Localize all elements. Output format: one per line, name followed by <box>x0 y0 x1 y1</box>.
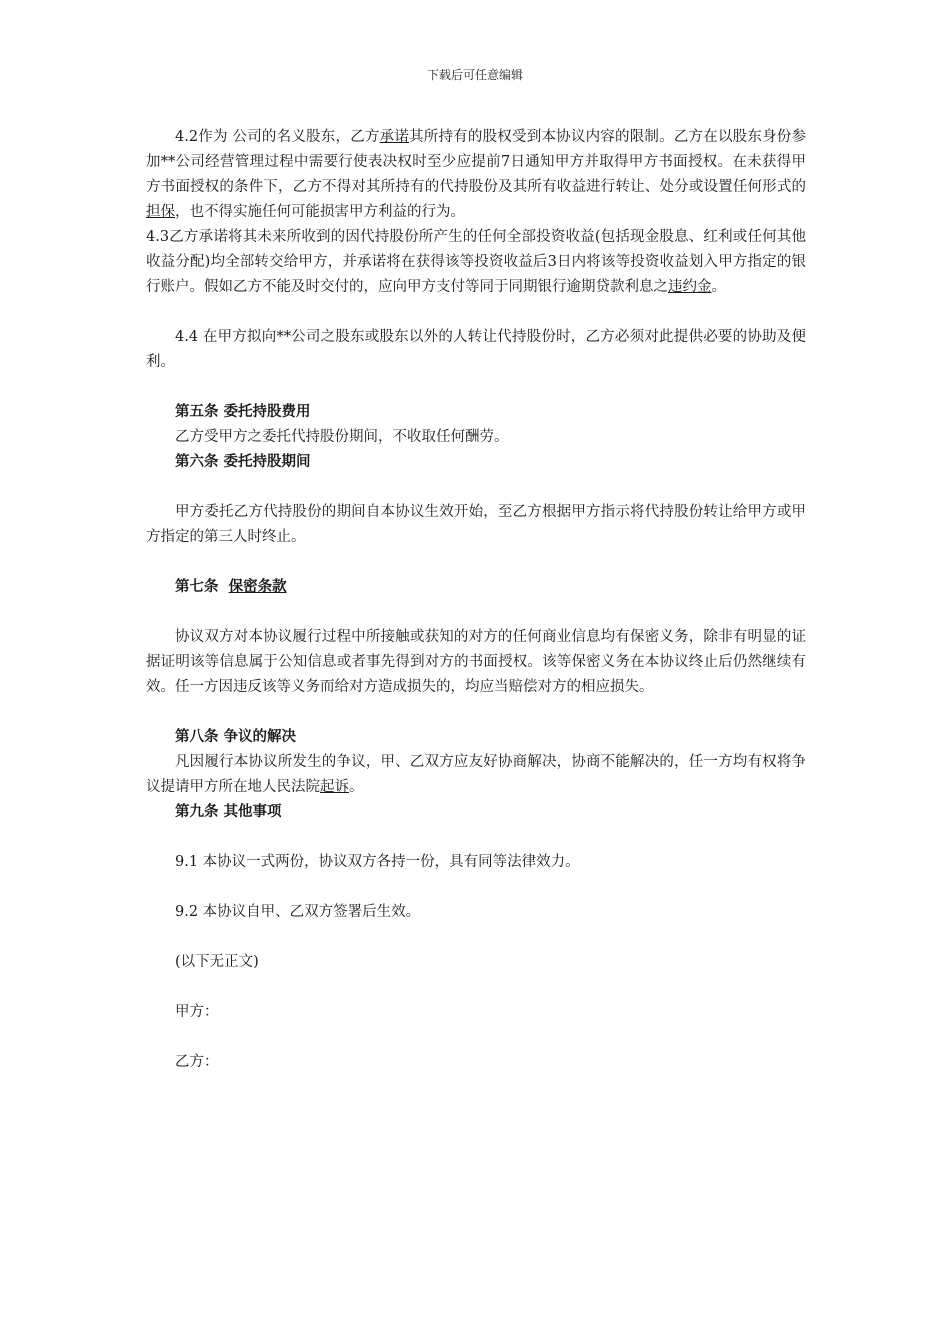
clause-4-2-text-c: ，也不得实施任何可能损害甲方利益的行为。 <box>175 204 465 220</box>
guarantee-link[interactable]: 担保 <box>146 204 175 220</box>
spacer <box>146 1025 806 1050</box>
article-5-title: 第五条 委托持股费用 <box>175 404 311 420</box>
spacer <box>146 300 806 325</box>
spacer <box>146 925 806 950</box>
spacer <box>146 700 806 725</box>
clause-4-3-text-a: 4.3乙方承诺将其未来所收到的因代持股份所产生的任何全部投资收益(包括现金股息、红利或任何其他收益分配)均全部转交给甲方，并承诺将在获得该等投资收益后3日内将该等投资收益划入甲方指定的银行账户。假如乙方不能及时交付的，应向甲方支付等同于同期银行逾期贷款利息之 <box>146 229 806 295</box>
article-8-body <box>146 750 806 800</box>
clause-9-1: 9.1 本协议一式两份，协议双方各持一份，具有同等法律效力。 <box>175 854 580 870</box>
spacer <box>146 550 806 575</box>
document-body <box>146 125 806 1075</box>
confidentiality-link[interactable]: 保密条款 <box>228 579 287 595</box>
article-7-title-prefix: 第七条 <box>175 579 229 595</box>
article-6-body: 甲方委托乙方代持股份的期间自本协议生效开始，至乙方根据甲方指示将代持股份转让给甲方或甲方指定的第三人时终止。 <box>146 504 806 545</box>
clause-4-4: 4.4 在甲方拟向**公司之股东或股东以外的人转让代持股份时，乙方必须对此提供必要的协助及便利。 <box>146 329 806 370</box>
spacer <box>146 825 806 850</box>
article-8-text-b: 。 <box>349 779 364 795</box>
article-8-text-a: 凡因履行本协议所发生的争议，甲、乙双方应友好协商解决，协商不能解决的，任一方均有权将争议提请甲方所在地人民法院 <box>146 754 806 795</box>
article-6-title: 第六条 委托持股期间 <box>175 454 311 470</box>
spacer <box>146 975 806 1000</box>
signature-party-a: 甲方： <box>175 1004 219 1020</box>
article-7-body: 协议双方对本协议履行过程中所接触或获知的对方的任何商业信息均有保密义务，除非有明显的证据证明该等信息属于公知信息或者事先得到对方的书面授权。该等保密义务在本协议终止后仍然继续有效。任一方因违反该等义务而给对方造成损失的，均应当赔偿对方的相应损失。 <box>146 629 806 695</box>
clause-4-2-text-a: 4.2作为 公司的名义股东，乙方 <box>175 129 380 145</box>
signature-party-b: 乙方： <box>175 1054 219 1070</box>
article-8-title: 第八条 争议的解决 <box>175 729 297 745</box>
promise-link[interactable]: 承诺 <box>379 129 410 145</box>
spacer <box>146 875 806 900</box>
penalty-link[interactable]: 违约金 <box>668 279 712 295</box>
article-5-body: 乙方受甲方之委托代持股份期间，不收取任何酬劳。 <box>175 429 509 445</box>
clause-4-2 <box>146 125 806 225</box>
clause-4-2-text-b: 其所持有的股权受到本协议内容的限制。乙方在以股东身份参加**公司经营管理过程中需要行使表决权时至少应提前7日通知甲方并取得甲方书面授权。在未获得甲方书面授权的条件下，乙方不得对其所持有的代持股份及其所有收益进行转让、处分或设置任何形式的 <box>146 129 807 195</box>
page-header: 下载后可任意编辑 <box>426 68 523 82</box>
spacer <box>146 375 806 400</box>
article-7-title <box>146 575 806 600</box>
spacer <box>146 600 806 625</box>
spacer <box>146 475 806 500</box>
clause-9-2: 9.2 本协议自甲、乙双方签署后生效。 <box>175 904 421 920</box>
clause-4-3-text-b: 。 <box>711 279 726 295</box>
clause-4-3 <box>146 225 806 300</box>
lawsuit-link[interactable]: 起诉 <box>320 779 349 795</box>
article-9-title: 第九条 其他事项 <box>175 804 282 820</box>
end-note: (以下无正文) <box>175 954 259 970</box>
